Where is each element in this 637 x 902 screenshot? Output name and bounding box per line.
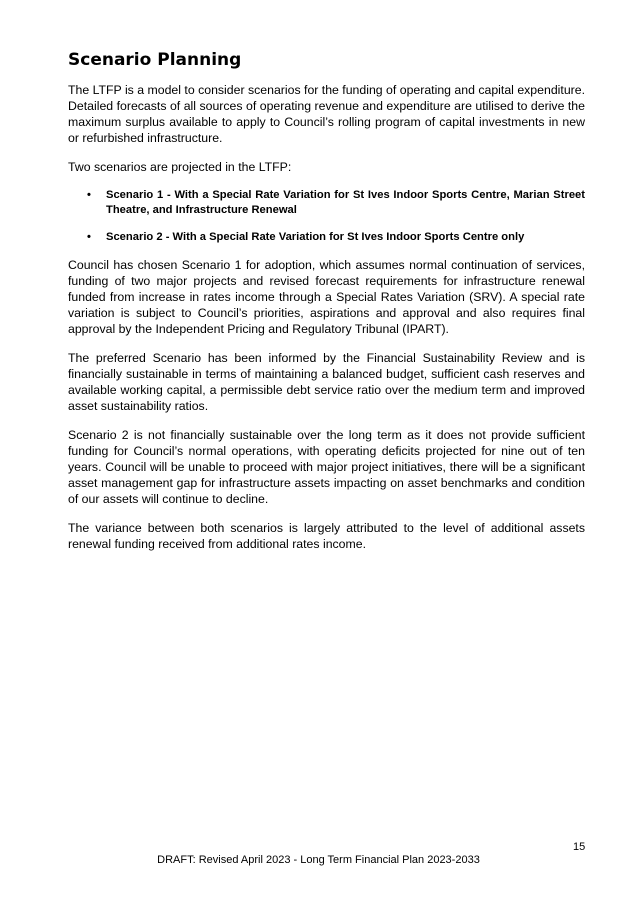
adoption-paragraph: Council has chosen Scenario 1 for adoption, which assumes normal continuation of services, funding of two major projects and revised forecast requirements for infrastructure renewal funded from increase in rates income through a Special Rates Variation (SRV). A special rate variation is subject to Council’s priorities, aspirations and approval and also requires final approval by the Independent Pricing and Regulatory Tribunal (IPART). [68,258,585,336]
bullet-icon: • [87,231,91,243]
scenario-1-text: Scenario 1 - With a Special Rate Variation for St Ives Indoor Sports Centre, Marian Street Theatre, and Infrastructure Renewal [106,189,585,216]
scenario-2-text: Scenario 2 - With a Special Rate Variation for St Ives Indoor Sports Centre only [106,231,525,243]
page-footer: DRAFT: Revised April 2023 - Long Term Financial Plan 2023-2033 [157,854,480,866]
preferred-scenario-paragraph: The preferred Scenario has been informed by the Financial Sustainability Review and is financially sustainable in terms of maintaining a balanced budget, sufficient cash reserves and available working capital, a permissible debt service ratio over the medium term and improved asset sustainability ratios. [68,351,585,413]
scenario-2-paragraph: Scenario 2 is not financially sustainable over the long term as it does not provide sufficient funding for Council’s normal operations, with operating deficits projected for nine out of ten years. Council will be unable to proceed with major project initiatives, there will be a significant asset management gap for infrastructure assets impacting on asset benchmarks and condition of our assets will continue to decline. [68,428,585,506]
page-content [68,50,585,565]
variance-paragraph: The variance between both scenarios is largely attributed to the level of additional assets renewal funding received from additional rates income. [68,521,585,551]
two-scenarios-paragraph: Two scenarios are projected in the LTFP: [68,160,292,174]
scenario-list-item [87,188,585,218]
bullet-icon: • [87,189,91,201]
scenario-list-item [87,230,585,245]
scenario-list [68,188,585,245]
intro-paragraph: The LTFP is a model to consider scenarios for the funding of operating and capital expenditure. Detailed forecasts of all sources of operating revenue and expenditure are utilised to derive the maximum surplus available to apply to Council’s rolling program of capital investments in new or refurbished infrastructure. [68,83,586,145]
page-heading: Scenario Planning [68,50,242,70]
page-number: 15 [573,841,586,853]
